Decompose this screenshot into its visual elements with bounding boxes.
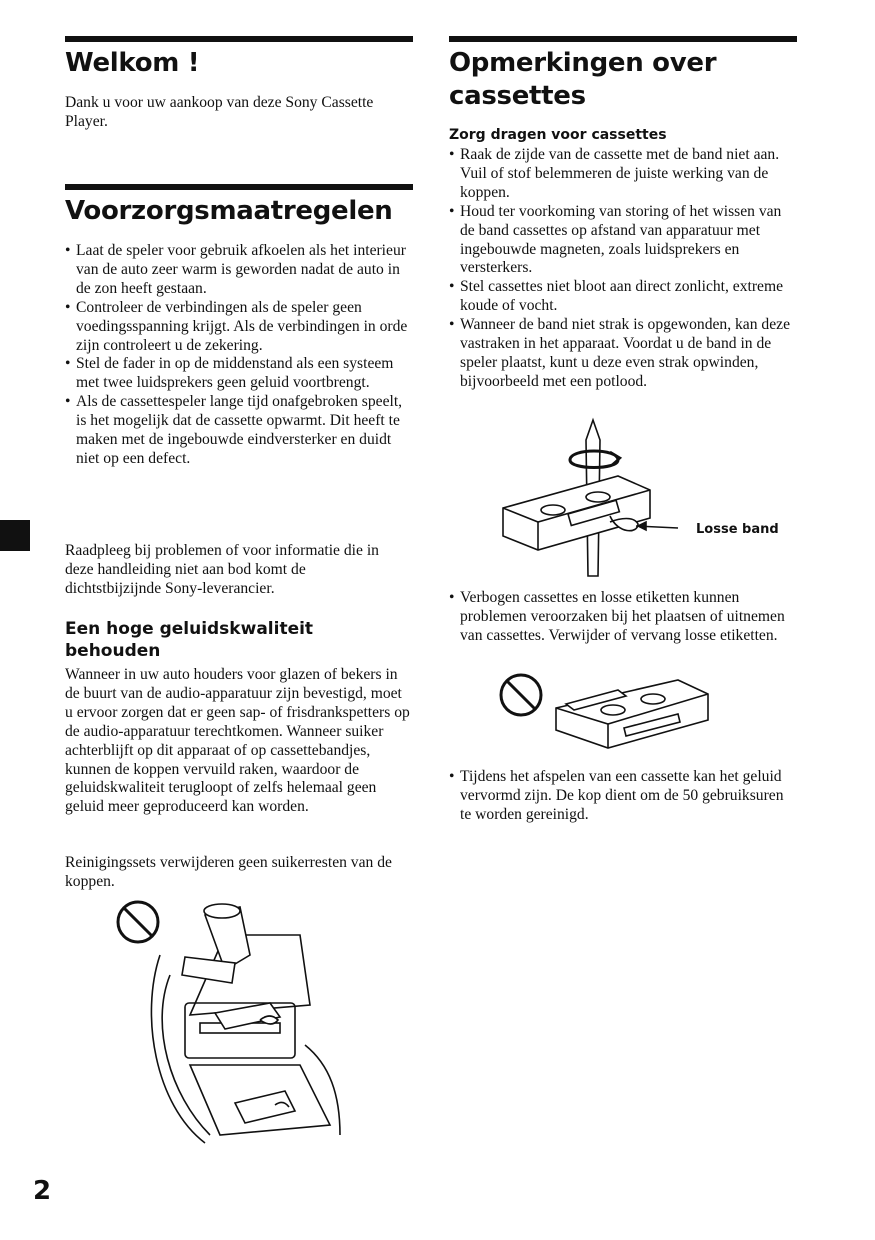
cassettes-rule (449, 36, 797, 42)
welcome-title: Welkom ! (65, 48, 200, 78)
precautions-rule (65, 184, 413, 190)
list-item: • Stel de fader in op de middenstand als een systeem met twee luidsprekers geen geluid voortbrengt. (65, 355, 413, 393)
prohibited-icon (501, 675, 541, 715)
list-item: • Raak de zijde van de cassette met de band niet aan. Vuil of stof belemmeren de juiste werking van de koppen. (449, 146, 797, 203)
welcome-rule (65, 36, 413, 42)
section-tab-marker (0, 520, 30, 551)
list-item: • Tijdens het afspelen van een cassette kan het geluid vervormd zijn. De kop dient om de 50 gebruiksuren te worden gereinigd. (449, 768, 797, 825)
sound-quality-paragraph: Wanneer in uw auto houders voor glazen of bekers in de buurt van de audio-apparatuur zijn bevestigd, moet u ervoor zorgen dat er geen sap- of frisdrankspetters op de audio-apparatuur terechtkomen. Wanneer suiker achterblijft op dit apparaat of op cassettebandjes, kunnen de koppen vervuild raken, waardoor de geluidskwaliteit terugloopt of zelfs helemaal geen geluid meer geproduceerd kan worden. (65, 666, 410, 816)
label-list (449, 589, 797, 646)
list-item: • Wanneer de band niet strak is opgewonden, kan deze vastraken in het apparaat. Voordat u de band in de speler plaatst, kunt u deze even strak opwinden, bijvoorbeeld met een potlood. (449, 316, 797, 392)
car-console-illustration (110, 895, 350, 1145)
list-item: • Als de cassettespeler lange tijd onafgebroken speelt, is het mogelijk dat de cassette opwarmt. Dit heeft te maken met de ingebouwde eindversterker en duidt niet op een defect. (65, 393, 413, 469)
prohibited-icon (118, 902, 158, 942)
list-item: • Houd ter voorkoming van storing of het wissen van de band cassettes op afstand van apparatuur met ingebouwde magneten, zoals luidsprekers en versterkers. (449, 203, 797, 279)
cassettes-title: Opmerkingen over cassettes (449, 48, 717, 111)
loose-tape-label: Losse band (696, 522, 779, 537)
list-item: • Stel cassettes niet bloot aan direct zonlicht, extreme koude of vocht. (449, 278, 797, 316)
cassette-icon (215, 1003, 295, 1123)
sound-quality-note: Reinigingssets verwijderen geen suikerresten van de koppen. (65, 854, 392, 890)
sound-quality-title: Een hoge geluidskwaliteit behouden (65, 619, 314, 661)
precautions-list (65, 242, 413, 469)
care-subtitle: Zorg dragen voor cassettes (449, 127, 667, 143)
care-list (449, 146, 797, 392)
play-list (449, 768, 797, 825)
list-item: • Laat de speler voor gebruik afkoelen als het interieur van de auto zeer warm is geworden nadat de auto in de zon heeft gestaan. (65, 242, 413, 299)
list-item: • Verbogen cassettes en losse etiketten kunnen problemen veroorzaken bij het plaatsen of uitnemen van cassettes. Verwijder of vervang losse etiketten. (449, 589, 797, 646)
list-item: • Controleer de verbindingen als de speler geen voedingsspanning krijgt. Als de verbindingen in orde zijn controleert u de zekering. (65, 299, 413, 356)
page-number: 2 (33, 1176, 52, 1206)
cup-icon (182, 904, 250, 983)
precautions-note: Raadpleeg bij problemen of voor informatie die in deze handleiding niet aan bod komt de dichtstbijzijnde Sony-leverancier. (65, 542, 379, 597)
precautions-title: Voorzorgsmaatregelen (65, 196, 393, 226)
cassette-pencil-illustration (498, 418, 698, 578)
bent-cassette-illustration (498, 668, 718, 758)
welcome-body: Dank u voor uw aankoop van deze Sony Cassette Player. (65, 94, 374, 130)
